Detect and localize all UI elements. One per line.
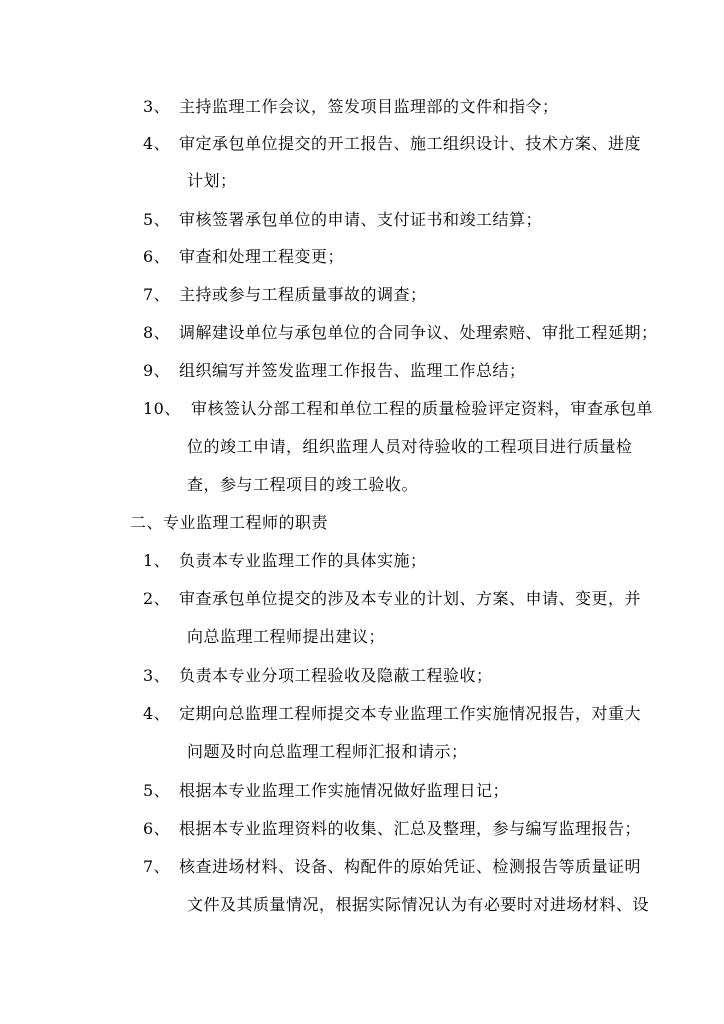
item-number: 4、 <box>143 704 171 723</box>
item-text: 审核签署承包单位的申请、支付证书和竣工结算； <box>179 210 543 229</box>
item-text: 主持或参与工程质量事故的调查； <box>179 285 427 304</box>
list-item <box>143 857 641 877</box>
list-item <box>143 781 509 801</box>
item-number: 10、 <box>143 399 181 418</box>
item-number: 5、 <box>143 781 171 800</box>
list-item <box>143 97 559 117</box>
item-number: 6、 <box>143 819 171 838</box>
item-text: 核查进场材料、设备、构配件的原始凭证、检测报告等质量证明 <box>179 857 642 876</box>
item-continuation: 查，参与工程项目的竣工验收。 <box>187 475 419 494</box>
item-text: 根据本专业监理工作实施情况做好监理日记； <box>179 781 510 800</box>
section-heading: 二、专业监理工程师的职责 <box>130 513 329 532</box>
item-text: 审核签认分部工程和单位工程的质量检验评定资料，审查承包单 <box>191 399 654 418</box>
item-number: 9、 <box>143 361 171 380</box>
item-text: 审查承包单位提交的涉及本专业的计划、方案、申请、变更，并 <box>179 589 642 608</box>
item-continuation: 位的竣工申请，组织监理人员对待验收的工程项目进行质量检 <box>187 437 633 456</box>
item-text: 负责本专业监理工作的具体实施； <box>179 551 427 570</box>
list-item <box>143 589 641 609</box>
list-item <box>143 134 641 154</box>
item-continuation: 文件及其质量情况，根据实际情况认为有必要时对进场材料、设 <box>187 895 650 914</box>
item-number: 3、 <box>143 666 171 685</box>
item-number: 2、 <box>143 589 171 608</box>
item-continuation: 计划； <box>187 171 237 190</box>
item-text: 调解建设单位与承包单位的合同争议、处理索赔、审批工程延期； <box>179 323 658 342</box>
item-number: 7、 <box>143 285 171 304</box>
item-continuation: 问题及时向总监理工程师汇报和请示； <box>187 742 468 761</box>
item-number: 8、 <box>143 323 171 342</box>
list-item <box>143 323 658 343</box>
list-item <box>143 247 344 267</box>
list-item <box>143 361 526 381</box>
list-item <box>143 666 493 686</box>
item-number: 1、 <box>143 551 171 570</box>
item-number: 4、 <box>143 134 171 153</box>
list-item <box>143 285 427 305</box>
list-item <box>143 399 653 419</box>
list-item <box>143 210 542 230</box>
item-number: 7、 <box>143 857 171 876</box>
item-text: 审查和处理工程变更； <box>179 247 345 266</box>
item-number: 5、 <box>143 210 171 229</box>
item-number: 6、 <box>143 247 171 266</box>
item-text: 审定承包单位提交的开工报告、施工组织设计、技术方案、进度 <box>179 134 642 153</box>
item-text: 负责本专业分项工程验收及隐蔽工程验收； <box>179 666 493 685</box>
item-text: 定期向总监理工程师提交本专业监理工作实施情况报告，对重大 <box>179 704 642 723</box>
item-continuation: 向总监理工程师提出建议； <box>187 627 386 646</box>
item-number: 3、 <box>143 97 171 116</box>
list-item <box>143 819 641 839</box>
list-item <box>143 704 641 724</box>
list-item <box>143 551 427 571</box>
item-text: 主持监理工作会议，签发项目监理部的文件和指令； <box>179 97 559 116</box>
item-text: 组织编写并签发监理工作报告、监理工作总结； <box>179 361 526 380</box>
item-text: 根据本专业监理资料的收集、汇总及整理，参与编写监理报告； <box>179 819 642 838</box>
